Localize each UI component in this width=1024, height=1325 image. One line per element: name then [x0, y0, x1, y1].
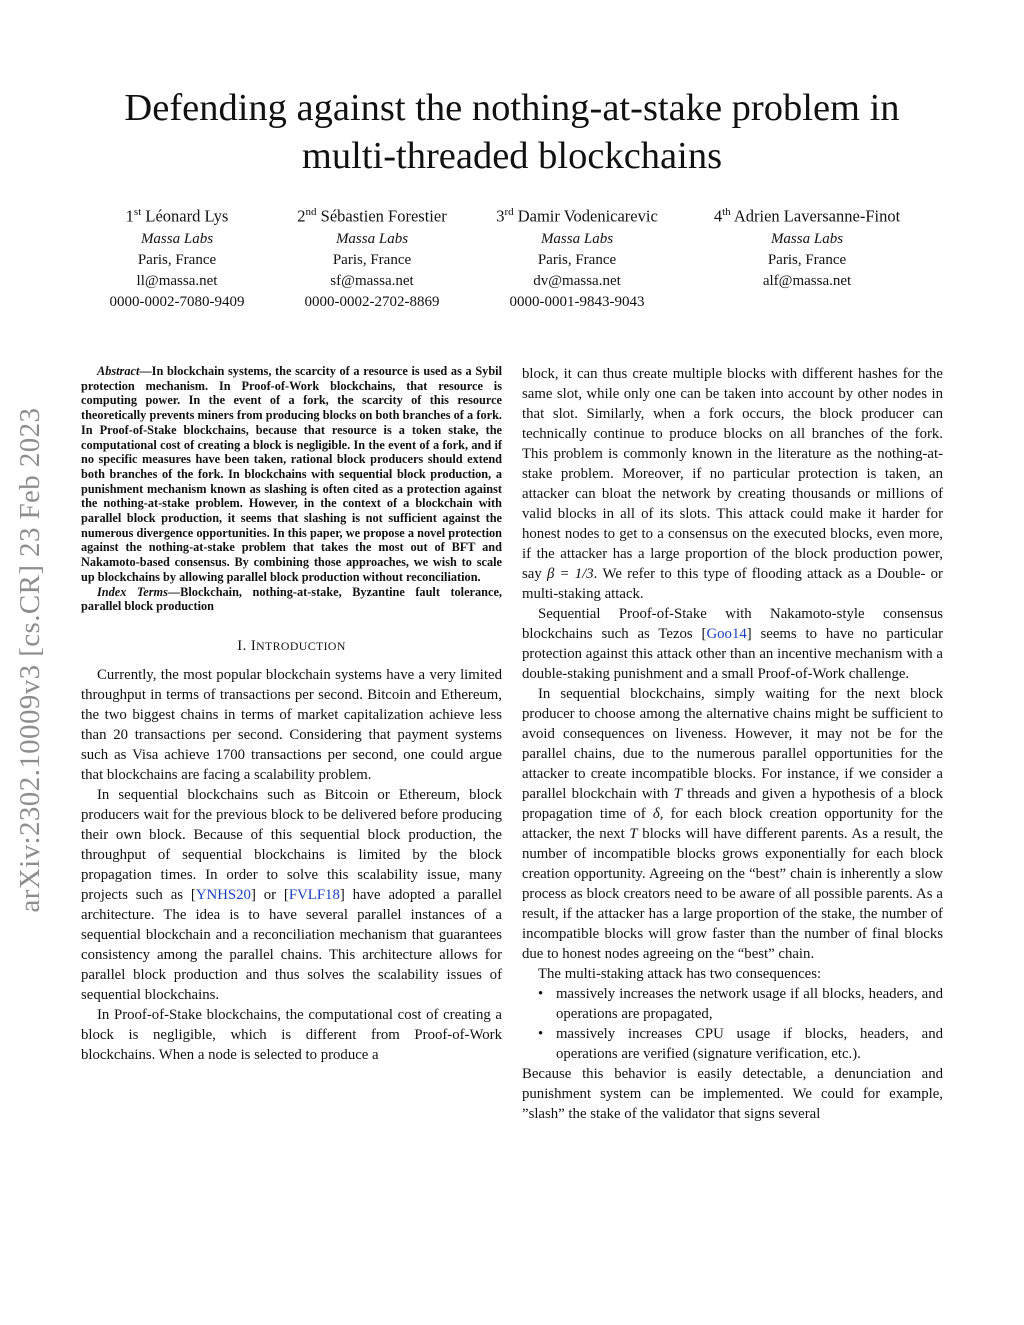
- intro-paragraph-3: In Proof-of-Stake blockchains, the computational cost of creating a block is negligible, which is different from Proof-of-Work blockchains. When a node is selected to produce a: [81, 1006, 502, 1063]
- math-delta: δ: [652, 806, 660, 822]
- author-2: [257, 200, 487, 313]
- author-orcid: 0000-0002-7080-9409: [109, 293, 245, 310]
- intro-paragraph-1: Currently, the most popular blockchain systems have a very limited throughput in terms of transactions per second. Bitcoin and Ethereum, the two biggest chains in terms of market capitalization achieve less than 20 transactions per second. Considering that payment systems such as Visa achieve 1700 transactions per second, one could argue that blockchains are facing a scalability problem.: [81, 666, 502, 783]
- citation-ynhs20[interactable]: YNHS20: [195, 886, 251, 903]
- author-name: 4th Adrien Laversanne-Finot: [713, 206, 901, 226]
- right-paragraph-5: Because this behavior is easily detectable, a denunciation and punishment system can be implemented. We could for example, ”slash” the stake of the validator that signs several: [522, 1066, 943, 1122]
- author-4: [692, 200, 922, 292]
- author-3: [462, 200, 692, 313]
- list-item: • massively increases CPU usage if blocks, headers, and operations are verified (signature verification, etc.).: [522, 1024, 943, 1064]
- author-name: 3rd Damir Vodenicarevic: [496, 206, 658, 226]
- right-paragraph-3: In sequential blockchains, simply waiting for the next block producer to choose among the alternative chains might be sufficient to avoid consequences on liveness. However, it may not be for the parallel chains, due to the numerous parallel opportunities for the attacker to create incompatible blocks. For instance, if we consider a parallel blockchain with T threads and given a hypothesis of a block propagation time of δ, for each block creation opportunity for the attacker, the next T blocks will have different parents. As a result, the number of incompatible blocks grows exponentially for each block creation opportunity. Agreeing on the “best” chain is inherently a slow process as block creators need to be aware of all possible parents. As a result, if the attacker has a large proportion of the stake, the number of incompatible blocks will grow faster than the number of final blocks due to honest nodes agreeing on the “best” chain.: [522, 686, 943, 962]
- author-location: Paris, France: [767, 251, 847, 268]
- author-name: 2nd Sébastien Forestier: [297, 206, 447, 226]
- author-orcid: 0000-0001-9843-9043: [509, 293, 645, 310]
- right-column: [522, 364, 943, 1124]
- author-email: ll@massa.net: [136, 272, 218, 289]
- math-t: T: [629, 826, 638, 842]
- intro-paragraph-2: In sequential blockchains such as Bitcoin or Ethereum, block producers wait for the previous block to be delivered before producing their own block. Because of this sequential block production, the throughput of sequential blockchains is limited by the block propagation times. In order to solve this scalability issue, many projects such as [YNHS20] or [FVLF18] have adopted a parallel architecture. The idea is to have several parallel instances of a sequential blockchain and a reconciliation mechanism that guarantees consistency among the parallel chains. This architecture allows for parallel block production and thus solves the scalability issues of sequential blockchains.: [81, 786, 502, 1003]
- citation-fvlf18[interactable]: FVLF18: [288, 886, 340, 903]
- author-email: dv@massa.net: [533, 272, 621, 289]
- consequences-list: [522, 984, 943, 1064]
- list-item: • massively increases the network usage if all blocks, headers, and operations are propagated,: [522, 984, 943, 1024]
- author-affiliation: Massa Labs: [770, 230, 844, 247]
- index-terms: Index Terms—Blockchain, nothing-at-stake, Byzantine fault tolerance, parallel block production: [81, 584, 502, 614]
- left-column: [81, 364, 502, 1065]
- author-affiliation: Massa Labs: [540, 230, 614, 247]
- paper-title: [70, 84, 954, 180]
- author-email: sf@massa.net: [330, 272, 414, 289]
- right-paragraph-4: The multi-staking attack has two consequences:: [538, 966, 822, 982]
- right-paragraph-1: block, it can thus create multiple blocks with different hashes for the same slot, while only one can be taken into account by other nodes in that slot. Similarly, when a fork occurs, the block producer can technically continue to produce blocks on all branches of the fork. This problem is commonly known in the literature as the nothing-at-stake problem. Moreover, if no particular protection is taken, an attacker can bloat the network by creating thousands or millions of valid blocks in all of its slots. This attack could make it harder for honest nodes to get to a consensus on the executed blocks, even more, if the attacker has a large proportion of the block production power, say β = 1/3. We refer to this type of flooding attack as a Double- or multi-staking attack.: [522, 366, 943, 602]
- author-name: 1st Léonard Lys: [125, 206, 229, 226]
- author-affiliation: Massa Labs: [140, 230, 214, 247]
- author-orcid: 0000-0002-2702-8869: [304, 293, 440, 310]
- author-location: Paris, France: [137, 251, 217, 268]
- arxiv-identifier: arXiv:2302.10009v3 [cs.CR] 23 Feb 2023: [14, 407, 46, 913]
- abstract: Abstract—In blockchain systems, the scarcity of a resource is used as a Sybil protection mechanism. In Proof-of-Work blockchains, that resource is computing power. In the event of a fork, the scarcity of this resource theoretically prevents miners from producing blocks on both branches of a fork. In Proof-of-Stake blockchains, because that resource is a token stake, the computational cost of creating a block is negligible. In the event of a fork, and if no specific measures have been taken, rational block producers should extend both branches of the fork. In blockchains with sequential block production, a punishment mechanism known as slashing is often cited as a protection against the nothing-at-stake problem. However, in the context of a blockchain with parallel block production, it seems that slashing is not sufficient against the numerous divergence opportunities. In this paper, we propose a novel protection against the nothing-at-stake problem that takes the most out of BFT and Nakamoto-based consensus. By combining those approaches, we wish to scale up blockchains by allowing parallel block production without reconciliation.: [81, 364, 502, 584]
- author-email: alf@massa.net: [762, 272, 852, 289]
- author-affiliation: Massa Labs: [335, 230, 409, 247]
- author-location: Paris, France: [332, 251, 412, 268]
- section-heading-introduction: I. INTRODUCTION: [237, 637, 346, 654]
- math-beta: β = 1/3: [546, 566, 594, 582]
- author-location: Paris, France: [537, 251, 617, 268]
- math-t: T: [673, 786, 682, 802]
- title-line-2: multi-threaded blockchains: [301, 135, 723, 177]
- citation-goo14[interactable]: Goo14: [706, 626, 747, 642]
- title-line-1: Defending against the nothing-at-stake problem in: [124, 87, 900, 129]
- right-paragraph-2: Sequential Proof-of-Stake with Nakamoto-style consensus blockchains such as Tezos [Goo14] seems to have no particular protection against this attack other than an incentive mechanism with a double-staking punishment and a small Proof-of-Work challenge.: [522, 606, 943, 682]
